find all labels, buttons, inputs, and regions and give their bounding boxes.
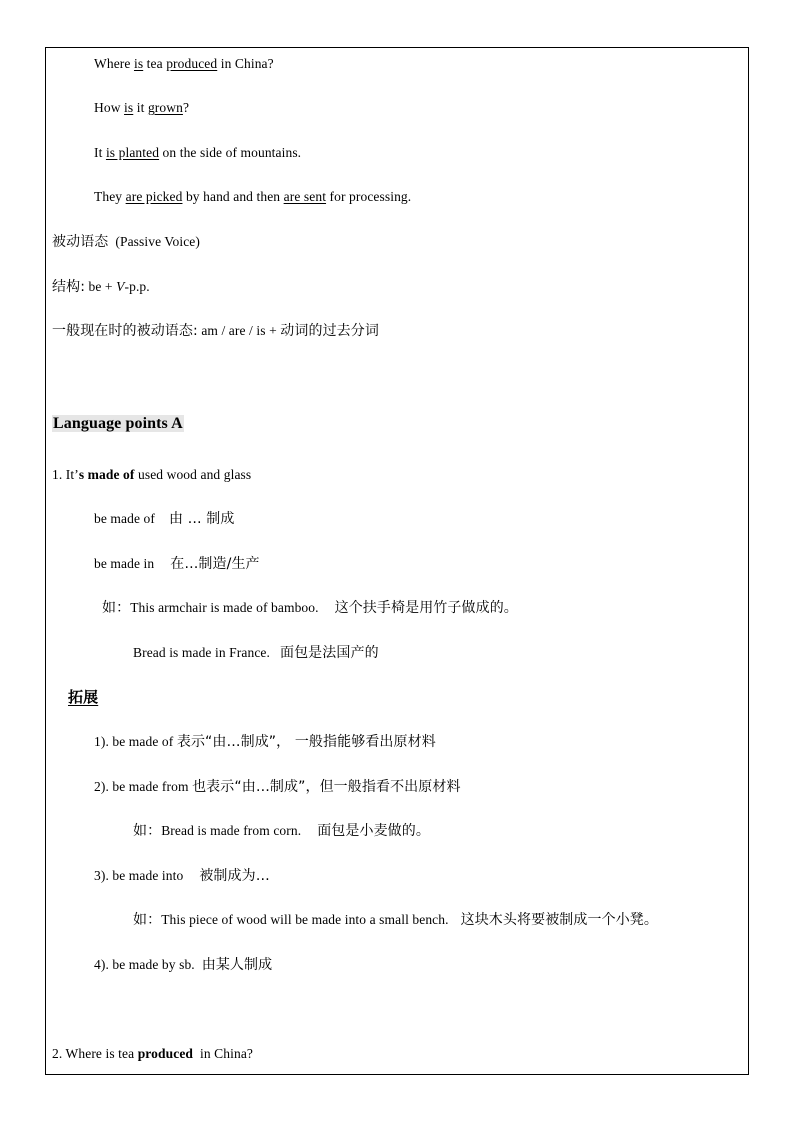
point-1-title: 1. It’s made of used wood and glass	[52, 467, 252, 482]
example-question-2: How is it grown?	[94, 100, 190, 115]
example-question-1: Where is tea produced in China?	[94, 56, 274, 71]
extension-item-1: 1). be made of 表示“由…制成”， 一般指能够看出原材料	[94, 734, 436, 750]
extension-item-3: 3). be made into 被制成为…	[94, 868, 270, 884]
extension-item-4: 4). be made by sb. 由某人制成	[94, 957, 273, 973]
point-1-example-1: 如：This armchair is made of bamboo. 这个扶手椅是用竹子做成的。	[102, 600, 518, 616]
point-1-example-2: Bread is made in France. 面包是法国产的	[133, 645, 379, 661]
extension-item-2: 2). be made from 也表示“由…制成”，但一般指看不出原材料	[94, 779, 461, 795]
point-2-title: 2. Where is tea produced in China?	[52, 1046, 253, 1061]
extension-item-3-example: 如：This piece of wood will be made into a small bench. 这块木头将要被制成一个小凳。	[133, 912, 659, 928]
point-1-def-made-in: be made in 在…制造/生产	[94, 556, 260, 572]
extension-title: 拓展	[68, 688, 99, 706]
grammar-structure: 结构: be + V-p.p.	[52, 279, 150, 295]
section-heading: Language points A	[53, 415, 183, 432]
point-1-def-made-of: be made of 由 … 制成	[94, 511, 235, 527]
grammar-present-passive: 一般现在时的被动语态: am / are / is + 动词的过去分词	[52, 323, 379, 339]
example-sentence-1: It is planted on the side of mountains.	[94, 145, 302, 160]
grammar-title: 被动语态 (Passive Voice)	[52, 234, 200, 250]
example-sentence-2: They are picked by hand and then are sent for processing.	[94, 189, 412, 204]
extension-item-2-example: 如：Bread is made from corn. 面包是小麦做的。	[133, 823, 430, 839]
